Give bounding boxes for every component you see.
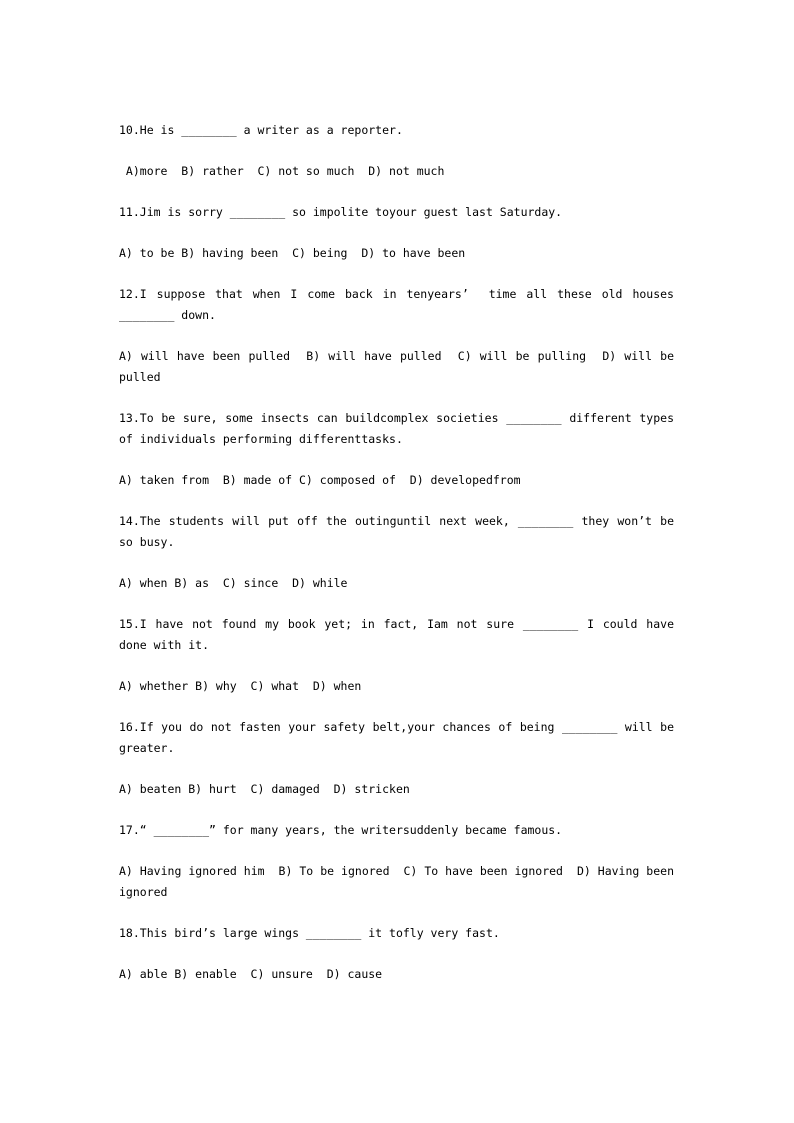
question-14-options: A) when B) as C) since D) while <box>119 576 348 590</box>
question-15-options: A) whether B) why C) what D) when <box>119 679 362 693</box>
question-11-stem: 11.Jim is sorry ________ so impolite toyour guest last Saturday. <box>119 205 563 219</box>
question-12-stem: 12.I suppose that when I come back in tenyears’ time all these old houses ________ down. <box>119 287 681 322</box>
question-16-options: A) beaten B) hurt C) damaged D) stricken <box>119 782 410 796</box>
question-12-options: A) will have been pulled B) will have pulled C) will be pulling D) will be pulled <box>119 349 681 384</box>
question-17-options: A) Having ignored him B) To be ignored C) To have been ignored D) Having been ignored <box>119 864 681 899</box>
question-15-stem: 15.I have not found my book yet; in fact, Iam not sure ________ I could have done with it. <box>119 617 681 652</box>
question-10-options: A)more B) rather C) not so much D) not much <box>119 164 445 178</box>
question-13-options: A) taken from B) made of C) composed of D) developedfrom <box>119 473 521 487</box>
question-17-stem: 17.“ ________” for many years, the writersuddenly became famous. <box>119 823 563 837</box>
question-10-stem: 10.He is ________ a writer as a reporter. <box>119 123 403 137</box>
question-13-stem: 13.To be sure, some insects can buildcomplex societies ________ different types of individuals performing differenttasks. <box>119 411 681 446</box>
question-18-stem: 18.This bird’s large wings ________ it tofly very fast. <box>119 926 500 940</box>
question-14-stem: 14.The students will put off the outinguntil next week, ________ they won’t be so busy. <box>119 514 681 549</box>
document-page <box>119 120 681 1005</box>
question-16-stem: 16.If you do not fasten your safety belt,your chances of being ________ will be greater. <box>119 720 681 755</box>
question-18-options: A) able B) enable C) unsure D) cause <box>119 967 383 981</box>
question-11-options: A) to be B) having been C) being D) to have been <box>119 246 466 260</box>
